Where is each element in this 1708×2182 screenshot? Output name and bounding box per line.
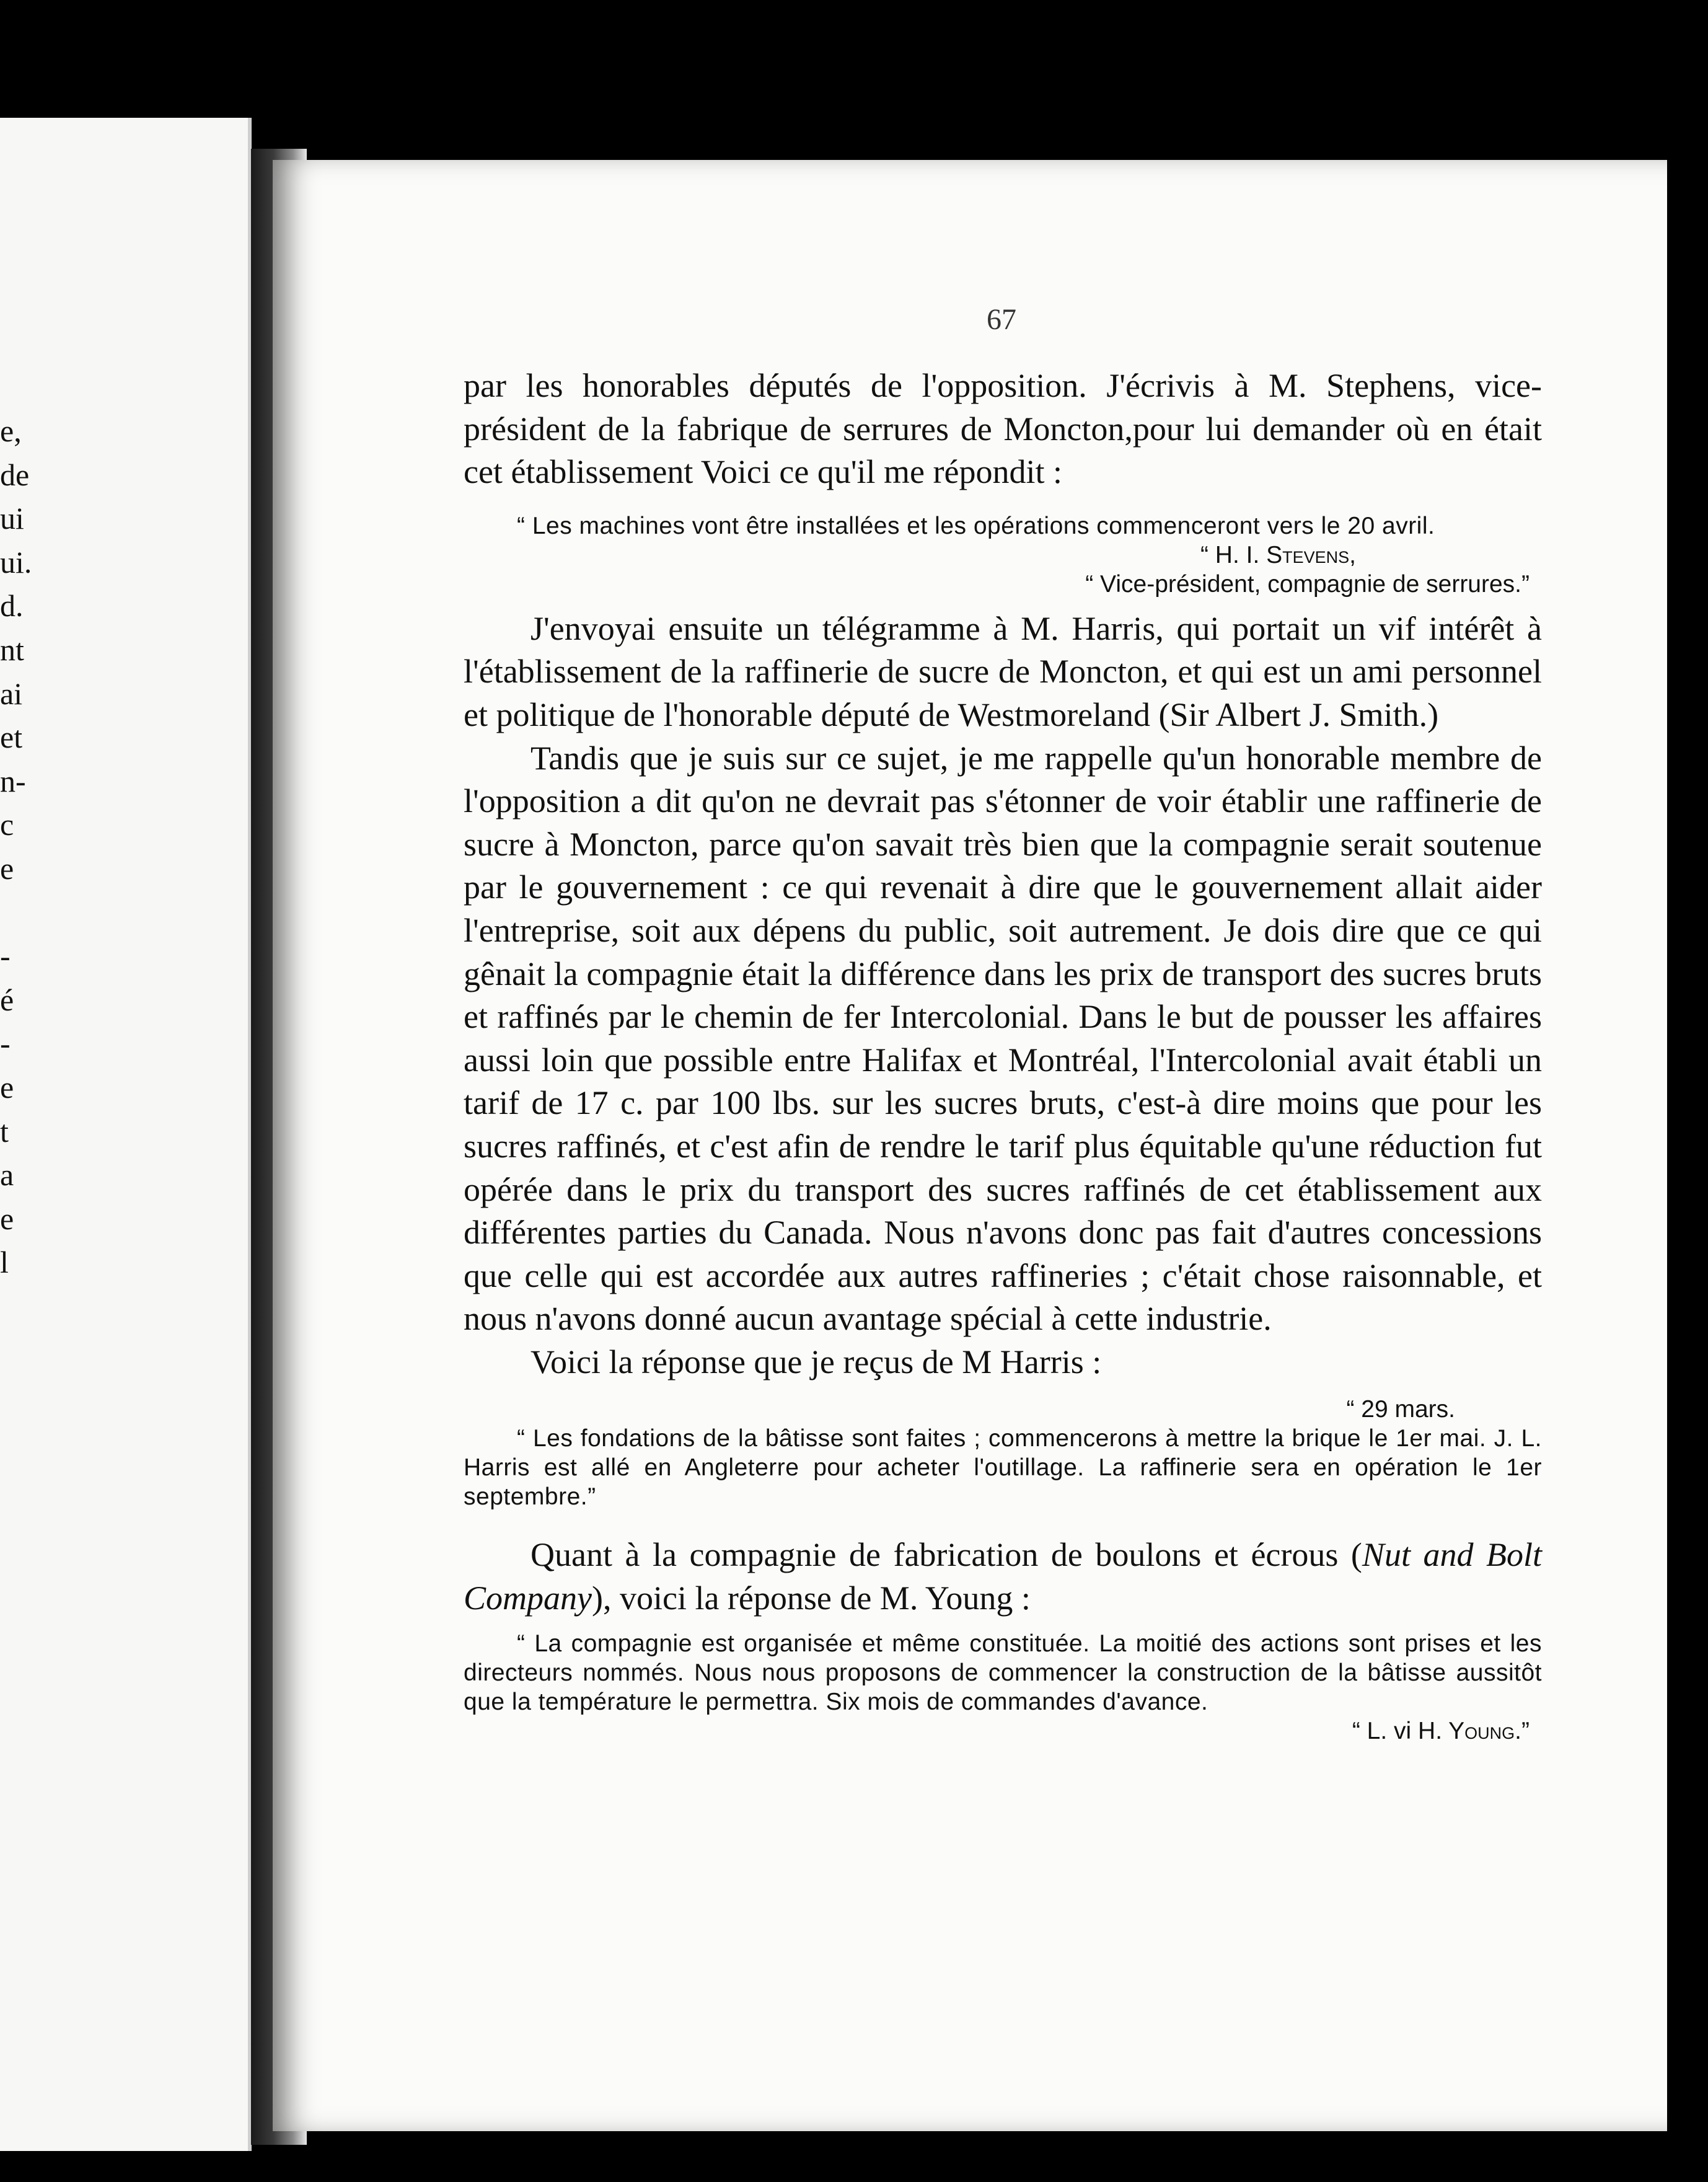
paragraph-2: J'envoyai ensuite un télégramme à M. Harris, qui portait un vif intérêt à l'établissement de la raffinerie de sucre de Moncton, et qui est un ami personnel et politique de l'honorable député de Westmoreland (Sir Albert J. Smith.) — [464, 609, 1542, 733]
left-page — [0, 118, 252, 2151]
left-page-fragment: e — [0, 1069, 14, 1105]
paragraph-1: par les honorables députés de l'opposition. J'écrivis à M. Stephens, vice-président de la fabrique de serrures de Moncton,pour lui demander où en était cet établissement Voici ce qu'il me répondit : — [464, 367, 1542, 491]
paragraph-4: Voici la réponse que je reçus de M Harris : — [530, 1343, 1102, 1380]
left-page-fragment: ai — [0, 676, 23, 711]
signature-stevens-title: “ Vice-président, compagnie de serrures.” — [1085, 570, 1530, 598]
left-page-fragment: d. — [0, 588, 24, 624]
left-page-fragment: - — [0, 939, 11, 974]
left-page-fragment: e — [0, 850, 14, 886]
left-page-fragment: é — [0, 982, 14, 1017]
left-page-fragment: a — [0, 1157, 14, 1193]
quote-harris-date: “ 29 mars. — [1346, 1396, 1455, 1423]
left-page-fragment: t — [0, 1113, 9, 1149]
left-page-fragment: e, — [0, 413, 22, 448]
left-page-fragment: ui. — [0, 544, 32, 580]
left-page-fragment: de — [0, 457, 30, 492]
signature-stevens-name: “ H. I. Stevens, — [1200, 541, 1356, 568]
quote-stevens: “ Les machines vont être installées et les opérations commenceront vers le 20 avril. — [517, 512, 1435, 539]
paragraph-5: Quant à la compagnie de fabrication de boulons et écrous (Nut and Bolt Company), voici la réponse de M. Young : — [464, 1536, 1543, 1617]
left-page-fragment: - — [0, 1026, 11, 1061]
left-page-fragment: l — [0, 1245, 9, 1280]
page-text — [464, 364, 1542, 1746]
left-page-fragment: et — [0, 720, 23, 755]
left-page-fragment: ui — [0, 501, 24, 536]
company-name-italic: Nut and Bolt Company — [464, 1536, 1543, 1617]
paragraph-3: Tandis que je suis sur ce sujet, je me rappelle qu'un honorable membre de l'opposition a dit qu'on ne devrait pas s'étonner de voir établir une raffinerie de sucre à Moncton, parce qu'on savait très bien que la compagnie serait soutenue par le gouvernement : ce qui revenait à dire que le gouvernement allait aider l'entreprise, soit aux dépens du public, soit autrement. Je dois dire que ce qui gênait la compagnie était la différence dans les prix de transport des sucres bruts et raffinés par le chemin de fer Intercolonial. Dans le but de pousser les affaires aussi loin que possible entre Halifax et Montréal, l'Intercolonial avait établi un tarif de 17 c. par 100 lbs. sur les sucres bruts, c'est-à dire moins que pour les sucres raffinés, et c'est afin de rendre le tarif plus équitable qu'une réduction fut opérée dans le prix du transport des sucres raffinés de cet établissement aux différentes parties du Canada. Nous n'avons donc pas fait d'autres concessions que celle qui est accordée aux autres raffineries ; c'était chose raisonnable, et nous n'avons donné aucun avantage spécial à cette industrie. — [464, 739, 1542, 1338]
signature-young: “ L. vi H. Young.” — [1352, 1717, 1530, 1744]
page-number: 67 — [987, 303, 1016, 336]
left-page-fragment: nt — [0, 632, 24, 667]
left-page-fragment — [0, 891, 37, 935]
quote-young: “ La compagnie est organisée et même constituée. La moitié des actions sont prises et les directeurs nommés. Nous nous proposons de commencer la construction de la bâtisse aussitôt que la température le permettra. Six mois de commandes d'avance. — [464, 1630, 1542, 1715]
left-page-fragment: c — [0, 807, 14, 842]
quote-harris: “ Les fondations de la bâtisse sont faites ; commencerons à mettre la brique le 1er mai. J. L. Harris est allé en Angleterre pour acheter l'outillage. La raffinerie sera en opération le 1er septembre.” — [464, 1425, 1542, 1511]
left-page-text-fragments — [0, 409, 37, 1284]
left-page-fragment: n- — [0, 763, 26, 798]
left-page-fragment: e — [0, 1201, 14, 1236]
